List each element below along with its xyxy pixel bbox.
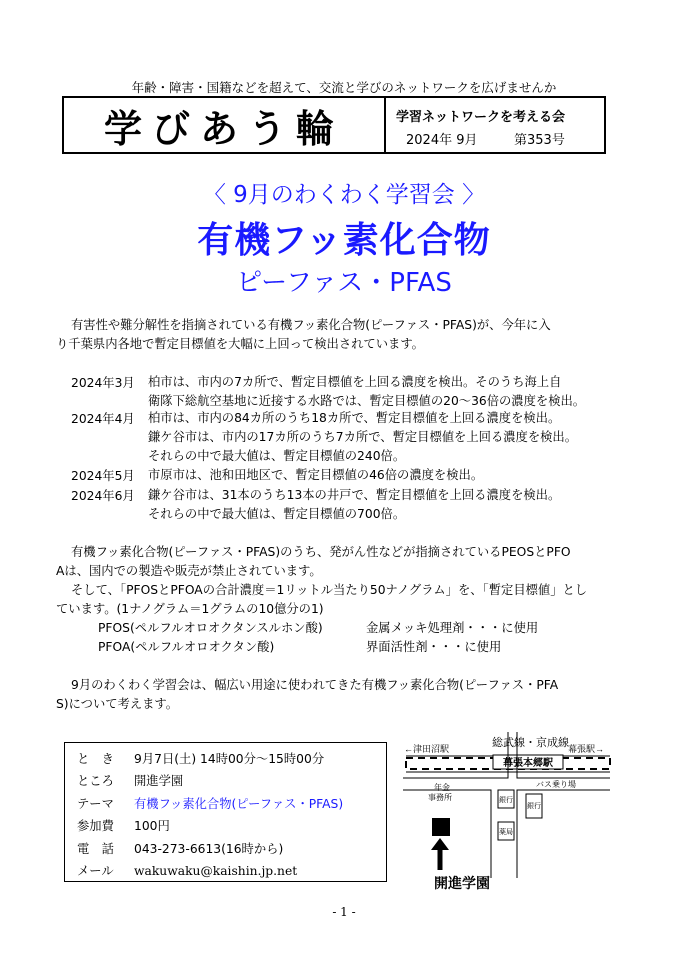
timeline-text: 市原市は、池和田地区で、暫定目標値の46倍の濃度を検出。 xyxy=(148,468,484,482)
issue-date: 2024年 9月 xyxy=(406,133,478,148)
info-label: ところ xyxy=(77,774,114,788)
pharmacy-label: 薬局 xyxy=(499,829,513,836)
logo-cell xyxy=(64,98,386,152)
info-row-place xyxy=(77,771,183,789)
compound-name: PFOA(ペルフルオロオクタン酸) xyxy=(98,640,275,654)
closing-line: 9月のわくわく学習会は、幅広い用途に使われてきた有機フッ素化合物(ピーファス・PFA xyxy=(71,678,559,692)
intro-line: り千葉県内各地で暫定目標値を大幅に上回って検出されています。 xyxy=(56,337,424,351)
event-info-box xyxy=(64,742,387,882)
bus-stop-label: バス乗り場 xyxy=(536,780,576,789)
page-number: - 1 - xyxy=(332,905,356,919)
compound-name: PFOS(ペルフルオロオクタンスルホン酸) xyxy=(98,621,323,635)
info-value: 100円 xyxy=(134,819,170,833)
info-label: テーマ xyxy=(77,797,114,811)
organization-name: 学習ネットワークを考える会 xyxy=(396,110,566,125)
timeline-text: 衛隊下総航空基地に近接する水路では、暫定目標値の20～36倍の濃度を検出。 xyxy=(148,394,586,408)
timeline-text: それらの中で最大値は、暫定目標値の700倍。 xyxy=(148,507,406,521)
timeline-date: 2024年5月 xyxy=(71,469,135,483)
info-label: 参加費 xyxy=(77,819,114,833)
body-line: そして、「PFOSとPFOAの合計濃度＝1リットル当たり50ナノグラム」を、「暫定目標値」とし xyxy=(71,583,588,597)
info-value: 開進学園 xyxy=(134,774,184,788)
access-map xyxy=(398,728,618,893)
map-line-label: 総武線・京成線 xyxy=(492,737,569,749)
info-value: 9月7日(土) 14時00分～15時00分 xyxy=(134,752,325,766)
map-left-station: ←津田沼駅 xyxy=(404,744,450,754)
info-label: 電 話 xyxy=(77,842,114,856)
station-name: 幕張本郷駅 xyxy=(503,758,553,769)
intro-line: 有害性や難分解性を指摘されている有機フッ素化合物(ピーファス・PFAS)が、今年に入 xyxy=(71,318,551,332)
info-label: メール xyxy=(77,864,114,878)
arrow-up-icon xyxy=(431,838,449,850)
info-row-time xyxy=(77,749,324,767)
event-heading: 〈 9月のわくわく学習会 〉 xyxy=(202,182,486,208)
timeline-date: 2024年3月 xyxy=(71,376,135,390)
topic-subtitle: ピーファス・PFAS xyxy=(236,268,452,298)
body-line: 有機フッ素化合物(ピーファス・PFAS)のうち、発がん性などが指摘されているPEOSとPFO xyxy=(71,545,571,559)
tagline: 年齢・障害・国籍などを超えて、交流と学びのネットワークを広げませんか xyxy=(131,80,557,95)
timeline-text: 柏市は、市内の84カ所のうち18カ所で、暫定目標値を上回る濃度を検出。 xyxy=(148,411,561,425)
timeline-text: それらの中で最大値は、暫定目標値の240倍。 xyxy=(148,449,406,463)
issue-info xyxy=(386,98,604,152)
compound-use: 界面活性剤・・・に使用 xyxy=(366,640,502,654)
topic-title: 有機フッ素化合物 xyxy=(197,220,491,261)
info-row-theme xyxy=(77,794,343,812)
compound-use: 金属メッキ処理剤・・・に使用 xyxy=(366,621,539,635)
issue-number: 第353号 xyxy=(514,133,565,148)
destination-label: 開進学園 xyxy=(434,875,490,891)
timeline-date: 2024年4月 xyxy=(71,412,135,426)
pension-label: 年金 xyxy=(434,783,450,792)
info-value[interactable]: wakuwaku@kaishin.jp.net xyxy=(134,864,298,878)
map-right-station: 幕張駅→ xyxy=(568,744,605,754)
bank-label: 銀行 xyxy=(527,803,541,810)
body-line: Aは、国内での製造や販売が禁止されています。 xyxy=(56,564,322,578)
info-label: と き xyxy=(77,752,114,766)
info-value: 有機フッ素化合物(ピーファス・PFAS) xyxy=(134,797,344,811)
info-row-phone xyxy=(77,839,283,857)
timeline-text: 柏市は、市内の7カ所で、暫定目標値を上回る濃度を検出。そのうち海上自 xyxy=(148,375,562,389)
office-label: 事務所 xyxy=(428,793,452,802)
info-row-fee xyxy=(77,816,170,834)
timeline-text: 鎌ケ谷市は、市内の17カ所のうち7カ所で、暫定目標値を上回る濃度を検出。 xyxy=(148,430,578,444)
body-line: ています。(1ナノグラム＝1グラムの10億分の1) xyxy=(56,602,324,616)
timeline-text: 鎌ケ谷市は、31本のうち13本の井戸で、暫定目標値を上回る濃度を検出。 xyxy=(148,488,561,502)
school-marker xyxy=(432,818,450,836)
closing-line: S)について考えます。 xyxy=(56,697,179,711)
bank-label: 銀行 xyxy=(499,797,513,804)
info-value: 043-273-6613(16時から) xyxy=(134,842,284,856)
info-row-email xyxy=(77,861,297,879)
newsletter-header xyxy=(62,96,606,154)
newsletter-logo: 学びあう輪 xyxy=(103,105,344,151)
timeline-date: 2024年6月 xyxy=(71,489,135,503)
